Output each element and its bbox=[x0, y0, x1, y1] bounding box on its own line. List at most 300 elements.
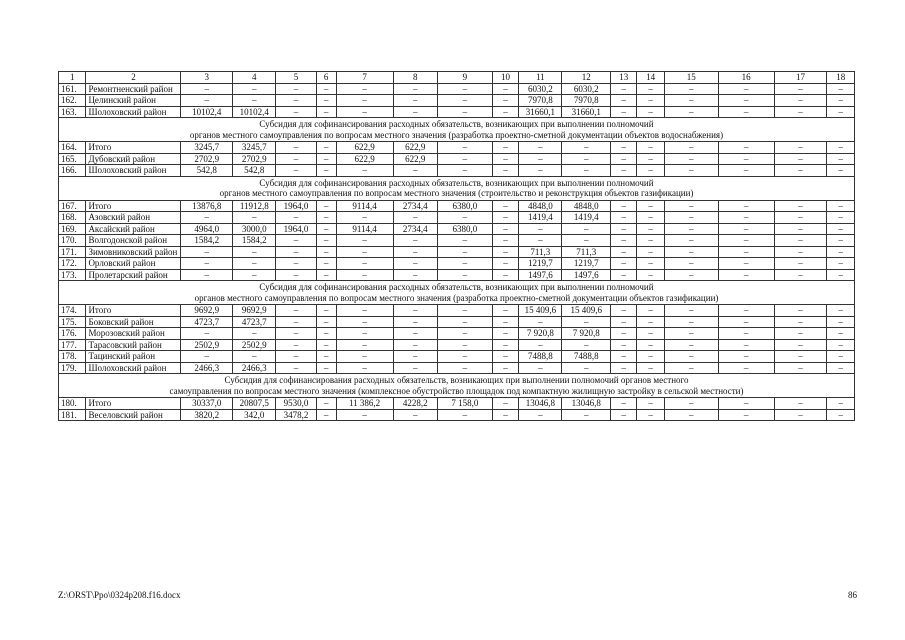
table-row bbox=[59, 398, 855, 410]
value-cell: – bbox=[276, 106, 316, 118]
value-cell: – bbox=[718, 246, 774, 258]
value-cell: – bbox=[181, 258, 233, 270]
value-cell: – bbox=[637, 153, 664, 165]
value-cell: – bbox=[827, 258, 855, 270]
column-number-cell: 5 bbox=[276, 72, 316, 84]
section-heading-line: органов местного самоуправления по вопросам местного значения (строительство и реконструкция объектов газификации) bbox=[219, 188, 694, 198]
value-cell: – bbox=[611, 316, 637, 328]
value-cell: – bbox=[393, 362, 437, 374]
value-cell: – bbox=[393, 95, 437, 107]
value-cell: – bbox=[611, 142, 637, 154]
value-cell: – bbox=[316, 269, 336, 281]
value-cell: – bbox=[827, 153, 855, 165]
value-cell: 3820,2 bbox=[181, 409, 233, 421]
value-cell: – bbox=[437, 83, 492, 95]
row-number-cell: 172. bbox=[59, 258, 86, 270]
value-cell: – bbox=[492, 246, 518, 258]
value-cell: – bbox=[316, 142, 336, 154]
value-cell: – bbox=[233, 246, 276, 258]
value-cell: – bbox=[181, 351, 233, 363]
section-heading-line: самоуправления по вопросам местного значения (комплексное обустройство площадок под компактную жилищную застройку в сельской местности) bbox=[169, 385, 744, 396]
value-cell: – bbox=[562, 339, 611, 351]
value-cell: 2734,4 bbox=[393, 200, 437, 212]
value-cell: – bbox=[276, 165, 316, 177]
value-cell: – bbox=[611, 212, 637, 224]
value-cell: – bbox=[316, 316, 336, 328]
value-cell: – bbox=[336, 258, 393, 270]
value-cell: – bbox=[718, 223, 774, 235]
value-cell: 4964,0 bbox=[181, 223, 233, 235]
value-cell: – bbox=[774, 95, 827, 107]
row-number-cell: 176. bbox=[59, 328, 86, 340]
value-cell: – bbox=[437, 316, 492, 328]
value-cell: 9530,0 bbox=[276, 398, 316, 410]
value-cell: – bbox=[637, 398, 664, 410]
value-cell: – bbox=[336, 362, 393, 374]
value-cell: – bbox=[827, 95, 855, 107]
value-cell: – bbox=[276, 305, 316, 317]
value-cell: 342,0 bbox=[233, 409, 276, 421]
district-name-cell: Орловский район bbox=[86, 258, 181, 270]
value-cell: 2734,4 bbox=[393, 223, 437, 235]
section-heading-line: органов местного самоуправления по вопросам местного значения (разработка проектно-сметной документации объектов водоснабжения) bbox=[189, 129, 724, 140]
value-cell: – bbox=[637, 409, 664, 421]
value-cell: 20807,5 bbox=[233, 398, 276, 410]
row-number-cell: 165. bbox=[59, 153, 86, 165]
value-cell: – bbox=[336, 106, 393, 118]
table-row bbox=[59, 142, 855, 154]
value-cell: – bbox=[276, 269, 316, 281]
district-name-cell: Ремонтненский район bbox=[86, 83, 181, 95]
value-cell: – bbox=[519, 339, 562, 351]
section-heading-line: Субсидия для софинансирования расходных обязательств, возникающих при выполнении полномочий bbox=[259, 119, 654, 129]
value-cell: – bbox=[336, 165, 393, 177]
value-cell: – bbox=[276, 142, 316, 154]
column-number-cell: 18 bbox=[827, 72, 855, 84]
value-cell: – bbox=[492, 339, 518, 351]
value-cell: – bbox=[637, 83, 664, 95]
table-row bbox=[59, 409, 855, 421]
table-row bbox=[59, 153, 855, 165]
value-cell: – bbox=[393, 235, 437, 247]
value-cell: – bbox=[492, 258, 518, 270]
value-cell: – bbox=[562, 409, 611, 421]
value-cell: 7488,8 bbox=[562, 351, 611, 363]
column-number-cell: 11 bbox=[519, 72, 562, 84]
district-name-cell: Дубовский район bbox=[86, 153, 181, 165]
table-row bbox=[59, 351, 855, 363]
value-cell: 622,9 bbox=[336, 142, 393, 154]
value-cell: – bbox=[233, 351, 276, 363]
value-cell: – bbox=[336, 235, 393, 247]
value-cell: – bbox=[637, 362, 664, 374]
value-cell: – bbox=[276, 153, 316, 165]
value-cell: – bbox=[774, 142, 827, 154]
value-cell: – bbox=[316, 328, 336, 340]
value-cell: – bbox=[276, 362, 316, 374]
value-cell: – bbox=[492, 351, 518, 363]
value-cell: 4723,7 bbox=[181, 316, 233, 328]
value-cell: 711,3 bbox=[562, 246, 611, 258]
value-cell: – bbox=[492, 316, 518, 328]
section-heading bbox=[59, 176, 855, 200]
value-cell: – bbox=[718, 328, 774, 340]
value-cell: 13046,8 bbox=[519, 398, 562, 410]
value-cell: – bbox=[664, 409, 718, 421]
value-cell: – bbox=[611, 95, 637, 107]
value-cell: – bbox=[637, 339, 664, 351]
value-cell: 4228,2 bbox=[393, 398, 437, 410]
value-cell: – bbox=[276, 258, 316, 270]
value-cell: – bbox=[827, 223, 855, 235]
section-heading bbox=[59, 281, 855, 305]
value-cell: – bbox=[276, 316, 316, 328]
value-cell: – bbox=[611, 351, 637, 363]
value-cell: – bbox=[492, 235, 518, 247]
row-number-cell: 169. bbox=[59, 223, 86, 235]
value-cell: – bbox=[774, 305, 827, 317]
value-cell: – bbox=[637, 95, 664, 107]
value-cell: – bbox=[718, 398, 774, 410]
value-cell: – bbox=[492, 362, 518, 374]
value-cell: – bbox=[519, 165, 562, 177]
value-cell: 622,9 bbox=[393, 142, 437, 154]
row-number-cell: 180. bbox=[59, 398, 86, 410]
value-cell: – bbox=[437, 269, 492, 281]
value-cell: – bbox=[316, 362, 336, 374]
value-cell: – bbox=[181, 95, 233, 107]
value-cell: – bbox=[437, 235, 492, 247]
value-cell: – bbox=[562, 316, 611, 328]
value-cell: 7 158,0 bbox=[437, 398, 492, 410]
budget-table bbox=[58, 71, 855, 421]
value-cell: 9692,9 bbox=[233, 305, 276, 317]
value-cell: – bbox=[637, 258, 664, 270]
value-cell: – bbox=[492, 212, 518, 224]
value-cell: – bbox=[437, 351, 492, 363]
column-number-cell: 14 bbox=[637, 72, 664, 84]
value-cell: – bbox=[492, 165, 518, 177]
table-row bbox=[59, 106, 855, 118]
value-cell: – bbox=[492, 106, 518, 118]
value-cell: – bbox=[611, 409, 637, 421]
value-cell: – bbox=[492, 200, 518, 212]
value-cell: – bbox=[774, 269, 827, 281]
value-cell: – bbox=[519, 409, 562, 421]
district-name-cell: Азовский район bbox=[86, 212, 181, 224]
value-cell: 2466,3 bbox=[233, 362, 276, 374]
value-cell: – bbox=[718, 142, 774, 154]
value-cell: 3245,7 bbox=[233, 142, 276, 154]
value-cell: 622,9 bbox=[393, 153, 437, 165]
value-cell: – bbox=[562, 165, 611, 177]
value-cell: – bbox=[718, 409, 774, 421]
table-row bbox=[59, 316, 855, 328]
column-number-cell: 8 bbox=[393, 72, 437, 84]
value-cell: – bbox=[637, 223, 664, 235]
value-cell: – bbox=[774, 351, 827, 363]
district-name-cell: Итого bbox=[86, 200, 181, 212]
value-cell: – bbox=[827, 235, 855, 247]
value-cell: – bbox=[336, 246, 393, 258]
value-cell: – bbox=[437, 106, 492, 118]
value-cell: – bbox=[637, 106, 664, 118]
value-cell: 542,8 bbox=[233, 165, 276, 177]
value-cell: 15 409,6 bbox=[519, 305, 562, 317]
section-heading-line: Субсидия для софинансирования расходных обязательств, возникающих при выполнении полномочий bbox=[259, 177, 654, 188]
value-cell: – bbox=[611, 200, 637, 212]
value-cell: – bbox=[774, 235, 827, 247]
value-cell: – bbox=[774, 246, 827, 258]
value-cell: – bbox=[276, 83, 316, 95]
value-cell: – bbox=[519, 153, 562, 165]
value-cell: – bbox=[519, 362, 562, 374]
district-name-cell: Аксайский район bbox=[86, 223, 181, 235]
value-cell: – bbox=[718, 316, 774, 328]
section-heading bbox=[59, 118, 855, 142]
value-cell: 622,9 bbox=[336, 153, 393, 165]
value-cell: 7488,8 bbox=[519, 351, 562, 363]
value-cell: – bbox=[437, 328, 492, 340]
value-cell: – bbox=[393, 212, 437, 224]
value-cell: – bbox=[316, 200, 336, 212]
value-cell: – bbox=[336, 83, 393, 95]
value-cell: – bbox=[827, 165, 855, 177]
value-cell: – bbox=[276, 212, 316, 224]
value-cell: – bbox=[637, 351, 664, 363]
value-cell: – bbox=[827, 142, 855, 154]
column-number-cell: 16 bbox=[718, 72, 774, 84]
table-row bbox=[59, 269, 855, 281]
value-cell: 2466,3 bbox=[181, 362, 233, 374]
value-cell: – bbox=[774, 106, 827, 118]
value-cell: – bbox=[611, 235, 637, 247]
value-cell: – bbox=[827, 398, 855, 410]
section-heading-row bbox=[59, 176, 855, 200]
value-cell: 2502,9 bbox=[233, 339, 276, 351]
value-cell: – bbox=[437, 258, 492, 270]
district-name-cell: Шолоховский район bbox=[86, 106, 181, 118]
value-cell: – bbox=[233, 95, 276, 107]
value-cell: – bbox=[774, 212, 827, 224]
value-cell: 31660,1 bbox=[562, 106, 611, 118]
value-cell: – bbox=[611, 246, 637, 258]
table-row bbox=[59, 339, 855, 351]
value-cell: – bbox=[393, 316, 437, 328]
value-cell: – bbox=[316, 258, 336, 270]
value-cell: – bbox=[336, 316, 393, 328]
row-number-cell: 168. bbox=[59, 212, 86, 224]
value-cell: – bbox=[664, 142, 718, 154]
column-number-cell: 1 bbox=[59, 72, 86, 84]
value-cell: – bbox=[492, 328, 518, 340]
value-cell: 6030,2 bbox=[519, 83, 562, 95]
value-cell: – bbox=[664, 106, 718, 118]
value-cell: – bbox=[827, 305, 855, 317]
value-cell: – bbox=[718, 106, 774, 118]
value-cell: – bbox=[519, 142, 562, 154]
column-number-cell: 4 bbox=[233, 72, 276, 84]
value-cell: – bbox=[393, 258, 437, 270]
section-heading bbox=[59, 374, 855, 398]
value-cell: 13876,8 bbox=[181, 200, 233, 212]
value-cell: – bbox=[276, 235, 316, 247]
value-cell: – bbox=[492, 269, 518, 281]
value-cell: – bbox=[774, 83, 827, 95]
row-number-cell: 170. bbox=[59, 235, 86, 247]
value-cell: – bbox=[316, 95, 336, 107]
value-cell: 1419,4 bbox=[519, 212, 562, 224]
value-cell: – bbox=[336, 328, 393, 340]
row-number-cell: 177. bbox=[59, 339, 86, 351]
column-number-row bbox=[59, 72, 855, 84]
value-cell: – bbox=[637, 235, 664, 247]
value-cell: 3245,7 bbox=[181, 142, 233, 154]
value-cell: – bbox=[181, 269, 233, 281]
table-row bbox=[59, 223, 855, 235]
value-cell: – bbox=[774, 328, 827, 340]
section-heading-row bbox=[59, 374, 855, 398]
table-row bbox=[59, 235, 855, 247]
value-cell: – bbox=[611, 305, 637, 317]
value-cell: – bbox=[664, 165, 718, 177]
district-name-cell: Веселовский район bbox=[86, 409, 181, 421]
value-cell: – bbox=[827, 409, 855, 421]
value-cell: – bbox=[827, 200, 855, 212]
value-cell: – bbox=[664, 316, 718, 328]
value-cell: – bbox=[827, 212, 855, 224]
row-number-cell: 179. bbox=[59, 362, 86, 374]
value-cell: – bbox=[718, 212, 774, 224]
table-row bbox=[59, 200, 855, 212]
value-cell: 10102,4 bbox=[181, 106, 233, 118]
value-cell: – bbox=[336, 409, 393, 421]
value-cell: 542,8 bbox=[181, 165, 233, 177]
value-cell: 10102,4 bbox=[233, 106, 276, 118]
value-cell: 11912,8 bbox=[233, 200, 276, 212]
column-number-cell: 13 bbox=[611, 72, 637, 84]
value-cell: – bbox=[437, 142, 492, 154]
value-cell: – bbox=[492, 305, 518, 317]
value-cell: – bbox=[437, 409, 492, 421]
value-cell: – bbox=[664, 328, 718, 340]
value-cell: – bbox=[664, 95, 718, 107]
value-cell: 2702,9 bbox=[181, 153, 233, 165]
value-cell: 4848,0 bbox=[519, 200, 562, 212]
value-cell: 4723,7 bbox=[233, 316, 276, 328]
value-cell: – bbox=[181, 246, 233, 258]
district-name-cell: Целинский район bbox=[86, 95, 181, 107]
value-cell: – bbox=[276, 246, 316, 258]
value-cell: – bbox=[664, 351, 718, 363]
value-cell: – bbox=[316, 153, 336, 165]
column-number-cell: 3 bbox=[181, 72, 233, 84]
section-heading-row bbox=[59, 281, 855, 305]
value-cell: 7 920,8 bbox=[562, 328, 611, 340]
district-name-cell: Зимовниковский район bbox=[86, 246, 181, 258]
value-cell: 7 920,8 bbox=[519, 328, 562, 340]
value-cell: – bbox=[611, 83, 637, 95]
row-number-cell: 171. bbox=[59, 246, 86, 258]
value-cell: – bbox=[611, 106, 637, 118]
row-number-cell: 164. bbox=[59, 142, 86, 154]
value-cell: – bbox=[437, 305, 492, 317]
value-cell: – bbox=[437, 95, 492, 107]
value-cell: – bbox=[437, 362, 492, 374]
district-name-cell: Тацинский район bbox=[86, 351, 181, 363]
value-cell: – bbox=[393, 106, 437, 118]
value-cell: – bbox=[827, 106, 855, 118]
value-cell: – bbox=[664, 246, 718, 258]
value-cell: – bbox=[316, 212, 336, 224]
footer-page-number: 86 bbox=[848, 590, 857, 600]
district-name-cell: Тарасовский район bbox=[86, 339, 181, 351]
value-cell: – bbox=[316, 235, 336, 247]
table-row bbox=[59, 95, 855, 107]
value-cell: 9692,9 bbox=[181, 305, 233, 317]
value-cell: – bbox=[774, 223, 827, 235]
district-name-cell: Итого bbox=[86, 398, 181, 410]
row-number-cell: 162. bbox=[59, 95, 86, 107]
value-cell: – bbox=[611, 328, 637, 340]
value-cell: – bbox=[611, 269, 637, 281]
value-cell: – bbox=[774, 200, 827, 212]
value-cell: – bbox=[664, 153, 718, 165]
value-cell: – bbox=[316, 305, 336, 317]
value-cell: – bbox=[774, 165, 827, 177]
value-cell: 3000,0 bbox=[233, 223, 276, 235]
value-cell: – bbox=[664, 83, 718, 95]
value-cell: – bbox=[611, 223, 637, 235]
value-cell: – bbox=[181, 83, 233, 95]
value-cell: – bbox=[774, 398, 827, 410]
value-cell: – bbox=[774, 362, 827, 374]
value-cell: – bbox=[664, 305, 718, 317]
value-cell: – bbox=[393, 409, 437, 421]
value-cell: 1219,7 bbox=[562, 258, 611, 270]
value-cell: – bbox=[827, 339, 855, 351]
table-row bbox=[59, 83, 855, 95]
value-cell: – bbox=[827, 328, 855, 340]
value-cell: – bbox=[393, 328, 437, 340]
value-cell: – bbox=[611, 165, 637, 177]
value-cell: – bbox=[316, 165, 336, 177]
value-cell: – bbox=[718, 165, 774, 177]
value-cell: 13046,8 bbox=[562, 398, 611, 410]
value-cell: – bbox=[276, 351, 316, 363]
value-cell: – bbox=[637, 212, 664, 224]
table-row bbox=[59, 165, 855, 177]
value-cell: – bbox=[276, 95, 316, 107]
value-cell: 9114,4 bbox=[336, 223, 393, 235]
value-cell: 1964,0 bbox=[276, 223, 316, 235]
value-cell: – bbox=[664, 235, 718, 247]
section-heading-line: органов местного самоуправления по вопросам местного значения (разработка проектно-сметной документации объектов газификации) bbox=[194, 292, 719, 303]
value-cell: – bbox=[827, 351, 855, 363]
value-cell: – bbox=[336, 95, 393, 107]
value-cell: – bbox=[611, 398, 637, 410]
row-number-cell: 181. bbox=[59, 409, 86, 421]
value-cell: 31660,1 bbox=[519, 106, 562, 118]
district-name-cell: Итого bbox=[86, 305, 181, 317]
value-cell: – bbox=[233, 212, 276, 224]
value-cell: 1497,6 bbox=[519, 269, 562, 281]
section-heading-line: Субсидия для софинансирования расходных обязательств, возникающих при выполнении полномочий органов местного bbox=[224, 375, 689, 385]
value-cell: 1584,2 bbox=[233, 235, 276, 247]
value-cell: – bbox=[718, 95, 774, 107]
value-cell: – bbox=[492, 83, 518, 95]
table-row bbox=[59, 328, 855, 340]
